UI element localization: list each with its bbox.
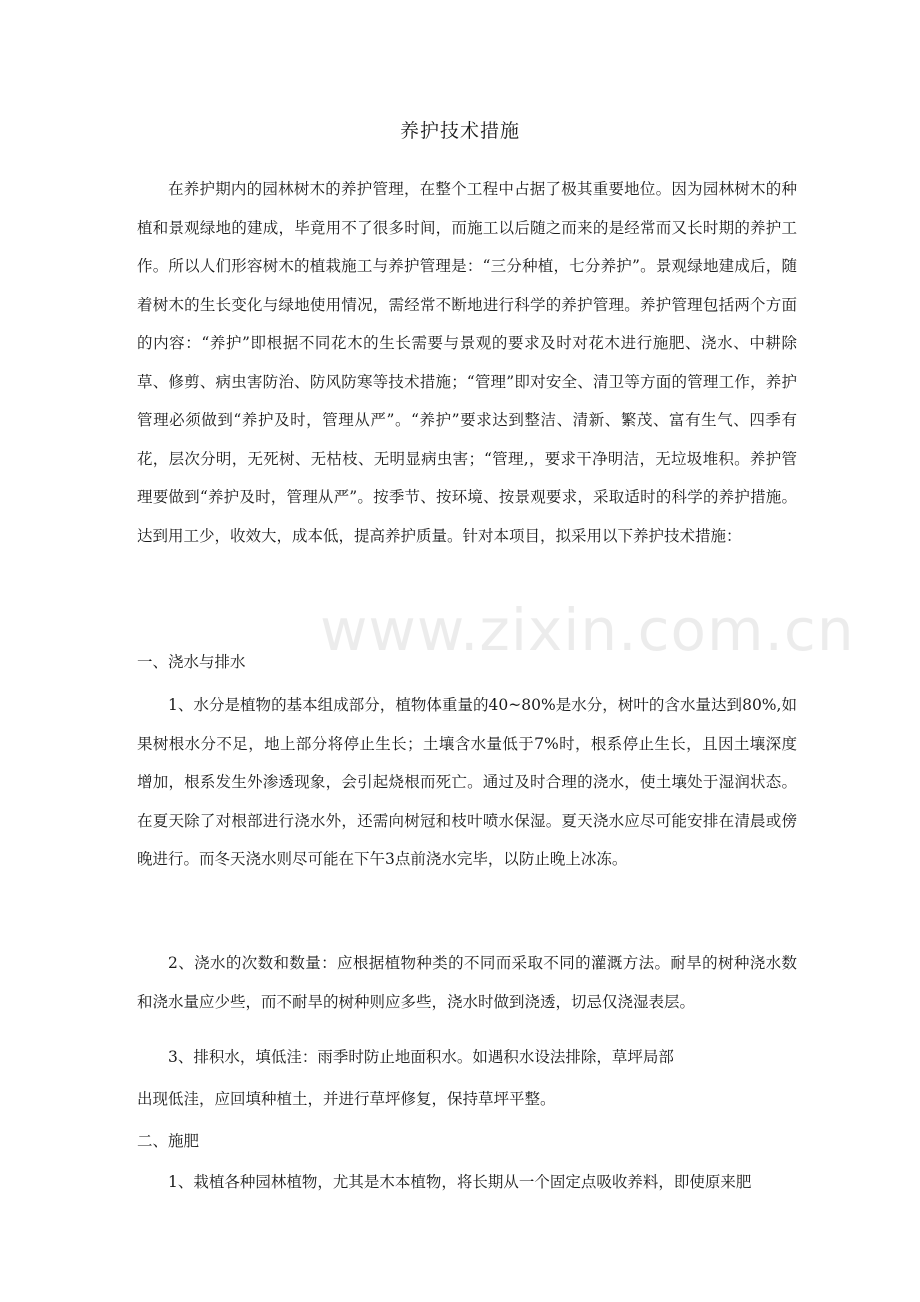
watering-paragraph-3-line-1: 3、排积水，填低洼：雨季时防止地面积水。如遇积水设法排除，草坪局部 bbox=[168, 1048, 674, 1066]
watermark-text: www.zixin.com.cn bbox=[320, 596, 855, 664]
watering-paragraph-3-line-2: 出现低洼，应回填种植土，并进行草坪修复，保持草坪平整。 bbox=[137, 1090, 556, 1108]
intro-paragraph: 在养护期内的园林树木的养护管理，在整个工程中占据了极其重要地位。因为园林树木的种植和景观绿地的建成，毕竟用不了很多时间，而施工以后随之而来的是经常而又长时期的养护工作。所以人们形容树木的植栽施工与养护管理是：“三分种植，七分养护”。景观绿地建成后，随着树木的生长变化与绿地使用情况，需经常不断地进行科学的养护管理。养护管理包括两个方面的内容：“养护”即根据不同花木的生长需要与景观的要求及时对花木进行施肥、浇水、中耕除草、修剪、病虫害防治、防风防寒等技术措施；“管理”即对安全、清卫等方面的管理工作，养护管理必须做到“养护及时，管理从严”。“养护”要求达到整洁、清新、繁茂、富有生气、四季有花，层次分明，无死树、无枯枝、无明显病虫害；“管理,，要求干净明洁，无垃圾堆积。养护管理要做到“养护及时，管理从严”。按季节、按环境、按景观要求，采取适时的科学的养护措施。达到用工少，收效大，成本低，提高养护质量。针对本项目，拟采用以下养护技术措施： bbox=[137, 180, 797, 545]
section-heading-fertilizing: 二、施肥 bbox=[137, 1132, 200, 1150]
fertilizing-paragraph-1: 1、栽植各种园林植物，尤其是木本植物，将长期从一个固定点吸收养料，即使原来肥 bbox=[168, 1173, 752, 1191]
watering-paragraph-1: 1、水分是植物的基本组成部分，植物体重量的40~80%是水分，树叶的含水量达到80%,如果树根水分不足，地上部分将停止生长；土壤含水量低于7%时，根系停止生长，且因土壤深度增加，根系发生外渗透现象，会引起烧根而死亡。通过及时合理的浇水，使土壤处于湿润状态。在夏天除了对根部进行浇水外，还需向树冠和枝叶喷水保湿。夏天浇水应尽可能安排在清晨或傍晚进行。而冬天浇水则尽可能在下午3点前浇水完毕，以防止晚上冰冻。 bbox=[137, 696, 797, 868]
watering-paragraph-2: 2、浇水的次数和数量：应根据植物种类的不同而采取不同的灌溉方法。耐旱的树种浇水数和浇水量应少些，而不耐旱的树种则应多些，浇水时做到浇透，切忌仅浇湿表层。 bbox=[137, 954, 797, 1011]
section-heading-watering: 一、浇水与排水 bbox=[137, 653, 246, 671]
document-title: 养护技术措施 bbox=[399, 120, 520, 142]
